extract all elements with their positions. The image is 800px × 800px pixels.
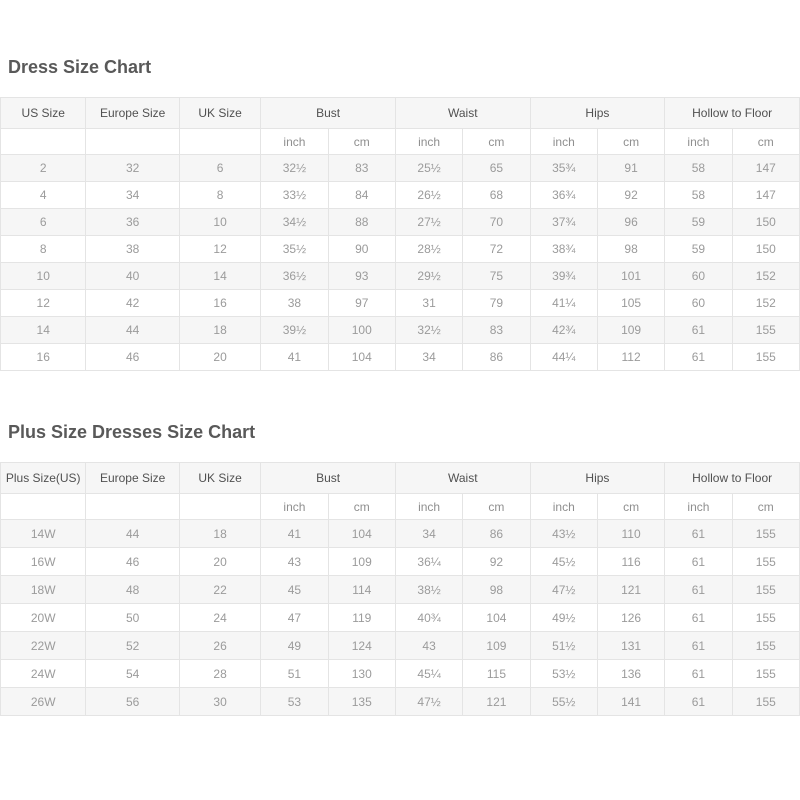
- table-cell: 121: [597, 576, 664, 604]
- table-cell: 93: [328, 263, 395, 290]
- table-cell: 92: [463, 548, 530, 576]
- table-cell: 38¾: [530, 236, 597, 263]
- unit-header-row: [1, 494, 800, 520]
- column-header: Plus Size(US): [1, 463, 86, 494]
- table-cell: 6: [1, 209, 86, 236]
- table-cell: 155: [732, 604, 799, 632]
- table-cell: 36½: [261, 263, 328, 290]
- table-cell: 72: [463, 236, 530, 263]
- dress-size-table: [0, 97, 800, 371]
- column-header: Waist: [395, 98, 530, 129]
- table-cell: 155: [732, 576, 799, 604]
- table-row: [1, 660, 800, 688]
- table-cell: 12: [179, 236, 260, 263]
- table-row: [1, 576, 800, 604]
- table-cell: 114: [328, 576, 395, 604]
- table-cell: 152: [732, 290, 799, 317]
- table-cell: 155: [732, 548, 799, 576]
- table-cell: 26: [179, 632, 260, 660]
- table-row: [1, 317, 800, 344]
- table-cell: 104: [328, 520, 395, 548]
- table-cell: 58: [665, 182, 732, 209]
- table-cell: 147: [732, 155, 799, 182]
- empty-subheader-cell: [179, 129, 260, 155]
- table-cell: 16W: [1, 548, 86, 576]
- table-cell: 131: [597, 632, 664, 660]
- unit-header-cell: inch: [530, 129, 597, 155]
- table-cell: 35¾: [530, 155, 597, 182]
- table-cell: 45¼: [395, 660, 462, 688]
- table-row: [1, 604, 800, 632]
- table-cell: 27½: [395, 209, 462, 236]
- plus-size-table: [0, 462, 800, 716]
- table-cell: 152: [732, 263, 799, 290]
- table-cell: 12: [1, 290, 86, 317]
- table-cell: 29½: [395, 263, 462, 290]
- table-cell: 61: [665, 632, 732, 660]
- column-header: Waist: [395, 463, 530, 494]
- table-cell: 75: [463, 263, 530, 290]
- table-cell: 109: [328, 548, 395, 576]
- table-cell: 150: [732, 236, 799, 263]
- table-row: [1, 155, 800, 182]
- table-cell: 43½: [530, 520, 597, 548]
- table-cell: 48: [86, 576, 179, 604]
- table-cell: 60: [665, 290, 732, 317]
- table-cell: 53½: [530, 660, 597, 688]
- table-cell: 14: [1, 317, 86, 344]
- table-cell: 59: [665, 209, 732, 236]
- table-cell: 98: [463, 576, 530, 604]
- table-cell: 83: [328, 155, 395, 182]
- unit-header-cell: inch: [395, 129, 462, 155]
- table-cell: 20: [179, 344, 260, 371]
- empty-subheader-cell: [86, 494, 179, 520]
- table-row: [1, 688, 800, 716]
- table-cell: 61: [665, 344, 732, 371]
- unit-header-cell: cm: [597, 129, 664, 155]
- table-cell: 38: [86, 236, 179, 263]
- table-cell: 51: [261, 660, 328, 688]
- table-cell: 28½: [395, 236, 462, 263]
- table-cell: 47½: [395, 688, 462, 716]
- table-cell: 121: [463, 688, 530, 716]
- table-cell: 68: [463, 182, 530, 209]
- table-cell: 136: [597, 660, 664, 688]
- table-cell: 20: [179, 548, 260, 576]
- empty-subheader-cell: [1, 129, 86, 155]
- table-cell: 53: [261, 688, 328, 716]
- table-cell: 40¾: [395, 604, 462, 632]
- table-cell: 36¾: [530, 182, 597, 209]
- table-cell: 34: [395, 520, 462, 548]
- table-cell: 112: [597, 344, 664, 371]
- table-cell: 24: [179, 604, 260, 632]
- table-cell: 79: [463, 290, 530, 317]
- table-cell: 34: [86, 182, 179, 209]
- column-header: Hollow to Floor: [665, 463, 800, 494]
- table-cell: 155: [732, 632, 799, 660]
- table-cell: 135: [328, 688, 395, 716]
- table-cell: 32½: [261, 155, 328, 182]
- unit-header-cell: cm: [328, 494, 395, 520]
- table-cell: 150: [732, 209, 799, 236]
- table-cell: 36: [86, 209, 179, 236]
- table-cell: 40: [86, 263, 179, 290]
- unit-header-cell: inch: [395, 494, 462, 520]
- table-cell: 56: [86, 688, 179, 716]
- table-cell: 155: [732, 344, 799, 371]
- table-cell: 2: [1, 155, 86, 182]
- table-cell: 47½: [530, 576, 597, 604]
- table-cell: 104: [328, 344, 395, 371]
- table-row: [1, 632, 800, 660]
- table-cell: 51½: [530, 632, 597, 660]
- empty-subheader-cell: [86, 129, 179, 155]
- table-cell: 147: [732, 182, 799, 209]
- table-cell: 61: [665, 317, 732, 344]
- table-cell: 109: [597, 317, 664, 344]
- table-cell: 105: [597, 290, 664, 317]
- table-cell: 22W: [1, 632, 86, 660]
- column-header: Hollow to Floor: [665, 98, 800, 129]
- table-cell: 141: [597, 688, 664, 716]
- column-header: UK Size: [179, 463, 260, 494]
- unit-header-cell: cm: [597, 494, 664, 520]
- table-cell: 96: [597, 209, 664, 236]
- table-cell: 30: [179, 688, 260, 716]
- column-header: Europe Size: [86, 98, 179, 129]
- column-header: Bust: [261, 98, 396, 129]
- table-cell: 35½: [261, 236, 328, 263]
- table-cell: 24W: [1, 660, 86, 688]
- unit-header-row: [1, 129, 800, 155]
- table-cell: 59: [665, 236, 732, 263]
- table-cell: 34½: [261, 209, 328, 236]
- table-cell: 10: [179, 209, 260, 236]
- unit-header-cell: inch: [261, 129, 328, 155]
- table-cell: 8: [179, 182, 260, 209]
- table-cell: 119: [328, 604, 395, 632]
- table-cell: 14: [179, 263, 260, 290]
- table-cell: 6: [179, 155, 260, 182]
- header-row: [1, 98, 800, 129]
- unit-header-cell: inch: [665, 129, 732, 155]
- unit-header-cell: inch: [261, 494, 328, 520]
- table-cell: 34: [395, 344, 462, 371]
- table-cell: 26½: [395, 182, 462, 209]
- dress-size-chart-title: Dress Size Chart: [8, 57, 152, 77]
- table-cell: 109: [463, 632, 530, 660]
- table-cell: 37¾: [530, 209, 597, 236]
- table-row: [1, 548, 800, 576]
- table-cell: 41: [261, 520, 328, 548]
- table-cell: 10: [1, 263, 86, 290]
- table-cell: 61: [665, 604, 732, 632]
- table-cell: 60: [665, 263, 732, 290]
- table-cell: 16: [179, 290, 260, 317]
- table-cell: 44: [86, 317, 179, 344]
- table-cell: 126: [597, 604, 664, 632]
- table-cell: 110: [597, 520, 664, 548]
- table-cell: 38: [261, 290, 328, 317]
- table-cell: 45: [261, 576, 328, 604]
- table-cell: 97: [328, 290, 395, 317]
- table-cell: 70: [463, 209, 530, 236]
- table-cell: 88: [328, 209, 395, 236]
- table-cell: 14W: [1, 520, 86, 548]
- table-cell: 36¼: [395, 548, 462, 576]
- unit-header-cell: cm: [328, 129, 395, 155]
- table-cell: 61: [665, 548, 732, 576]
- table-cell: 130: [328, 660, 395, 688]
- table-cell: 20W: [1, 604, 86, 632]
- table-cell: 61: [665, 660, 732, 688]
- table-cell: 33½: [261, 182, 328, 209]
- unit-header-cell: inch: [530, 494, 597, 520]
- empty-subheader-cell: [179, 494, 260, 520]
- empty-subheader-cell: [1, 494, 86, 520]
- table-cell: 155: [732, 520, 799, 548]
- table-cell: 124: [328, 632, 395, 660]
- unit-header-cell: cm: [732, 494, 799, 520]
- table-cell: 55½: [530, 688, 597, 716]
- plus-size-chart-title: Plus Size Dresses Size Chart: [8, 422, 256, 442]
- table-cell: 91: [597, 155, 664, 182]
- table-cell: 44¼: [530, 344, 597, 371]
- table-row: [1, 263, 800, 290]
- table-cell: 98: [597, 236, 664, 263]
- table-cell: 86: [463, 520, 530, 548]
- table-cell: 61: [665, 576, 732, 604]
- table-cell: 42¾: [530, 317, 597, 344]
- table-cell: 83: [463, 317, 530, 344]
- table-cell: 61: [665, 520, 732, 548]
- table-cell: 100: [328, 317, 395, 344]
- table-cell: 32: [86, 155, 179, 182]
- table-cell: 45½: [530, 548, 597, 576]
- table-cell: 41¼: [530, 290, 597, 317]
- column-header: Hips: [530, 463, 665, 494]
- table-row: [1, 182, 800, 209]
- column-header: US Size: [1, 98, 86, 129]
- unit-header-cell: cm: [463, 494, 530, 520]
- table-cell: 115: [463, 660, 530, 688]
- unit-header-cell: inch: [665, 494, 732, 520]
- unit-header-cell: cm: [463, 129, 530, 155]
- unit-header-cell: cm: [732, 129, 799, 155]
- table-cell: 52: [86, 632, 179, 660]
- table-cell: 49½: [530, 604, 597, 632]
- table-cell: 101: [597, 263, 664, 290]
- table-cell: 65: [463, 155, 530, 182]
- table-cell: 155: [732, 688, 799, 716]
- table-cell: 32½: [395, 317, 462, 344]
- table-cell: 8: [1, 236, 86, 263]
- table-cell: 54: [86, 660, 179, 688]
- table-cell: 25½: [395, 155, 462, 182]
- table-cell: 92: [597, 182, 664, 209]
- table-row: [1, 236, 800, 263]
- table-cell: 84: [328, 182, 395, 209]
- table-cell: 116: [597, 548, 664, 576]
- table-row: [1, 290, 800, 317]
- table-cell: 50: [86, 604, 179, 632]
- table-cell: 61: [665, 688, 732, 716]
- table-cell: 49: [261, 632, 328, 660]
- table-cell: 46: [86, 548, 179, 576]
- table-cell: 86: [463, 344, 530, 371]
- table-cell: 39½: [261, 317, 328, 344]
- table-cell: 18: [179, 317, 260, 344]
- table-cell: 46: [86, 344, 179, 371]
- table-cell: 38½: [395, 576, 462, 604]
- table-cell: 43: [395, 632, 462, 660]
- table-cell: 42: [86, 290, 179, 317]
- table-cell: 16: [1, 344, 86, 371]
- table-cell: 43: [261, 548, 328, 576]
- column-header: Bust: [261, 463, 396, 494]
- table-cell: 18W: [1, 576, 86, 604]
- table-row: [1, 520, 800, 548]
- table-cell: 155: [732, 317, 799, 344]
- table-cell: 104: [463, 604, 530, 632]
- table-cell: 58: [665, 155, 732, 182]
- column-header: UK Size: [179, 98, 260, 129]
- header-row: [1, 463, 800, 494]
- table-cell: 90: [328, 236, 395, 263]
- column-header: Hips: [530, 98, 665, 129]
- table-cell: 155: [732, 660, 799, 688]
- table-cell: 44: [86, 520, 179, 548]
- table-cell: 28: [179, 660, 260, 688]
- table-row: [1, 209, 800, 236]
- table-cell: 4: [1, 182, 86, 209]
- table-cell: 39¾: [530, 263, 597, 290]
- table-cell: 47: [261, 604, 328, 632]
- column-header: Europe Size: [86, 463, 179, 494]
- table-row: [1, 344, 800, 371]
- table-cell: 41: [261, 344, 328, 371]
- table-cell: 18: [179, 520, 260, 548]
- table-cell: 31: [395, 290, 462, 317]
- table-cell: 22: [179, 576, 260, 604]
- table-cell: 26W: [1, 688, 86, 716]
